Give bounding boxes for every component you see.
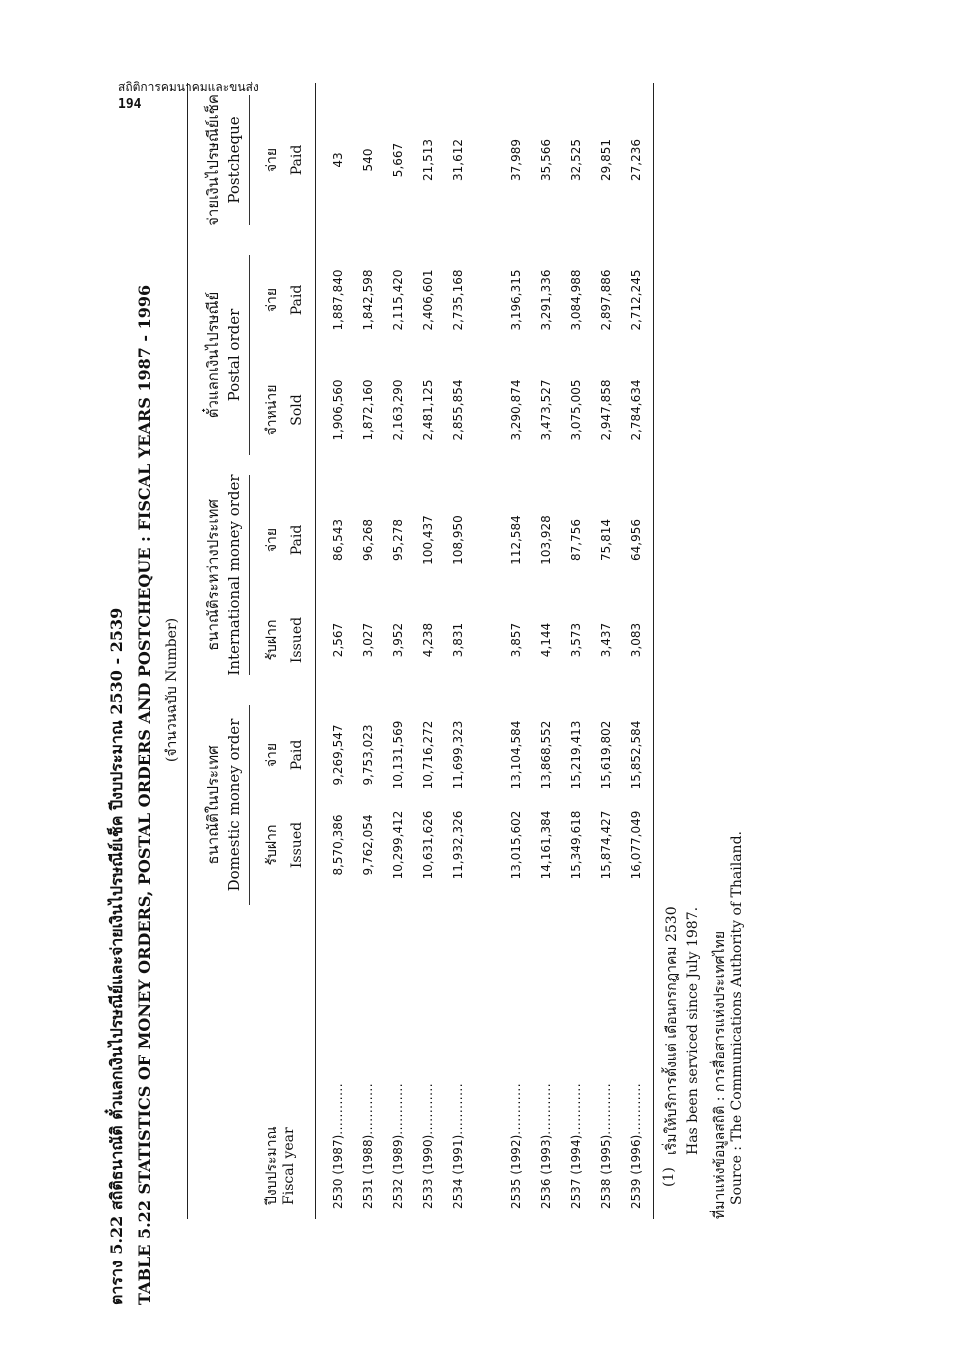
rotated-table-page: [105, 75, 745, 1305]
fiscal-year-label: 2537 (1994): [569, 1134, 583, 1209]
cell-pc-paid: 43: [331, 152, 345, 168]
cell-po-sold: 3,075,005: [569, 379, 583, 441]
fiscal-year-label: 2533 (1990): [421, 1134, 435, 1209]
fiscal-year-header-en: Fiscal year: [281, 1127, 297, 1205]
cell-int-issued: 4,238: [421, 622, 435, 658]
cell-po-paid: 3,291,336: [539, 269, 553, 331]
cell-dom-issued: 8,570,386: [331, 814, 345, 876]
cell-po-paid: 3,084,988: [569, 269, 583, 331]
cell-int-paid: 95,278: [391, 519, 405, 561]
leader-dots: ............: [421, 1082, 435, 1135]
postcheque-rule: [249, 95, 250, 225]
cell-dom-issued: 10,631,626: [421, 810, 435, 880]
pc-paid-th: จ่าย: [264, 147, 280, 173]
fiscal-year-label: 2534 (1991): [451, 1134, 465, 1209]
fiscal-year-cell: [569, 1083, 583, 1209]
leader-dots: ............: [451, 1082, 465, 1135]
domestic-rule: [249, 705, 250, 905]
cell-int-issued: 3,952: [391, 622, 405, 658]
cell-po-sold: 1,872,160: [361, 379, 375, 441]
header-bottom-rule: [315, 83, 316, 1219]
cell-po-sold: 3,473,527: [539, 379, 553, 441]
leader-dots: ............: [599, 1082, 613, 1135]
group-international-th: ธนาณัติระหว่างประเทศ: [204, 499, 222, 651]
fiscal-year-label: 2535 (1992): [509, 1134, 523, 1209]
cell-dom-issued: 14,161,384: [539, 810, 553, 880]
group-international-en: International money order: [225, 474, 243, 676]
cell-int-issued: 3,831: [451, 622, 465, 658]
cell-int-issued: 2,567: [331, 622, 345, 658]
cell-int-paid: 112,584: [509, 515, 523, 565]
group-postal-en: Postal order: [225, 308, 243, 402]
footnote-english: Has been serviced since July 1987.: [685, 906, 701, 1155]
cell-po-paid: 2,406,601: [421, 269, 435, 331]
leader-dots: ............: [509, 1082, 523, 1135]
dom-paid-th: จ่าย: [264, 742, 280, 768]
cell-dom-paid: 13,104,584: [509, 720, 523, 790]
table-caption-thai: ตาราง 5.22 สถิติธนาณัติ ตั๋วแลกเงินไปรษณีย์และจ่ายเงินไปรษณีย์เช็ค ปีงบประมาณ 2530 - 2539: [107, 607, 126, 1305]
cell-pc-paid: 37,989: [509, 139, 523, 181]
international-rule: [249, 475, 250, 675]
footnote-marker: (1): [661, 1167, 677, 1187]
cell-int-issued: 3,437: [599, 622, 613, 658]
leader-dots: ............: [331, 1082, 345, 1135]
fiscal-year-label: 2538 (1995): [599, 1134, 613, 1209]
cell-int-issued: 3,573: [569, 622, 583, 658]
group-domestic-en: Domestic money order: [225, 718, 243, 892]
table-bottom-rule: [653, 83, 654, 1219]
fiscal-year-cell: [331, 1083, 345, 1209]
po-sold-en: Sold: [289, 394, 305, 426]
po-sold-th: จำหน่าย: [264, 384, 280, 436]
fiscal-year-cell: [599, 1083, 613, 1209]
po-paid-th: จ่าย: [264, 287, 280, 313]
fiscal-year-cell: [629, 1083, 643, 1209]
cell-pc-paid: 5,667: [391, 142, 405, 178]
cell-int-paid: 103,928: [539, 515, 553, 565]
cell-dom-paid: 10,716,272: [421, 720, 435, 790]
cell-po-sold: 2,855,854: [451, 379, 465, 441]
po-paid-en: Paid: [289, 284, 305, 316]
cell-po-paid: 2,712,245: [629, 269, 643, 331]
cell-dom-paid: 11,699,323: [451, 720, 465, 790]
group-postal-th: ตั๋วแลกเงินไปรษณีย์: [204, 291, 222, 419]
cell-dom-issued: 9,762,054: [361, 814, 375, 876]
source-thai: ที่มาแห่งข้อมูลสถิติ : การสื่อสารแห่งประเทศไทย: [712, 930, 728, 1219]
fiscal-year-label: 2531 (1988): [361, 1134, 375, 1209]
source-english: Source : The Communications Authority of Thailand.: [729, 831, 745, 1205]
cell-dom-issued: 15,349,618: [569, 810, 583, 880]
fiscal-year-cell: [361, 1083, 375, 1209]
cell-dom-paid: 15,619,802: [599, 720, 613, 790]
int-paid-en: Paid: [289, 524, 305, 556]
fiscal-year-cell: [539, 1083, 553, 1209]
cell-dom-paid: 15,852,584: [629, 720, 643, 790]
int-issued-en: Issued: [289, 616, 305, 664]
dom-issued-th: รับฝาก: [264, 824, 280, 866]
cell-dom-paid: 9,753,023: [361, 724, 375, 786]
fiscal-year-header-th: ปีงบประมาณ: [264, 1126, 280, 1205]
cell-po-paid: 1,842,598: [361, 269, 375, 331]
fiscal-year-label: 2532 (1989): [391, 1134, 405, 1209]
cell-po-paid: 3,196,315: [509, 269, 523, 331]
fiscal-year-label: 2530 (1987): [331, 1134, 345, 1209]
cell-po-paid: 2,115,420: [391, 269, 405, 331]
cell-pc-paid: 31,612: [451, 139, 465, 181]
pc-paid-en: Paid: [289, 144, 305, 176]
fiscal-year-cell: [451, 1083, 465, 1209]
group-postcheque-th: จ่ายเงินไปรษณีย์เช็ค: [204, 94, 222, 226]
dom-paid-en: Paid: [289, 739, 305, 771]
leader-dots: ............: [391, 1082, 405, 1135]
cell-int-paid: 100,437: [421, 515, 435, 565]
fiscal-year-label: 2539 (1996): [629, 1134, 643, 1209]
cell-dom-issued: 10,299,412: [391, 810, 405, 880]
fiscal-year-cell: [421, 1083, 435, 1209]
cell-dom-paid: 9,269,547: [331, 724, 345, 786]
group-postcheque-en: Postcheque: [225, 116, 243, 204]
cell-pc-paid: 27,236: [629, 139, 643, 181]
fiscal-year-cell: [509, 1083, 523, 1209]
cell-dom-issued: 15,874,427: [599, 810, 613, 880]
cell-po-paid: 1,887,840: [331, 269, 345, 331]
cell-po-sold: 3,290,874: [509, 379, 523, 441]
cell-dom-paid: 10,131,569: [391, 720, 405, 790]
cell-pc-paid: 21,513: [421, 139, 435, 181]
cell-po-sold: 2,481,125: [421, 379, 435, 441]
cell-int-paid: 96,268: [361, 519, 375, 561]
int-paid-th: จ่าย: [264, 527, 280, 553]
leader-dots: ............: [361, 1082, 375, 1135]
cell-int-paid: 86,543: [331, 519, 345, 561]
cell-int-issued: 3,027: [361, 622, 375, 658]
table-top-rule: [187, 83, 188, 1219]
leader-dots: ............: [539, 1082, 553, 1135]
cell-po-sold: 2,163,290: [391, 379, 405, 441]
fiscal-year-label: 2536 (1993): [539, 1134, 553, 1209]
cell-po-paid: 2,897,886: [599, 269, 613, 331]
cell-int-paid: 108,950: [451, 515, 465, 565]
cell-dom-issued: 16,077,049: [629, 810, 643, 880]
cell-dom-paid: 13,868,552: [539, 720, 553, 790]
page-number: 194: [118, 97, 142, 112]
cell-int-paid: 75,814: [599, 519, 613, 561]
cell-int-issued: 4,144: [539, 622, 553, 658]
cell-po-paid: 2,735,168: [451, 269, 465, 331]
cell-pc-paid: 29,851: [599, 139, 613, 181]
cell-po-sold: 2,947,858: [599, 379, 613, 441]
fiscal-year-cell: [391, 1083, 405, 1209]
int-issued-th: รับฝาก: [264, 619, 280, 661]
cell-int-issued: 3,083: [629, 622, 643, 658]
table-unit: (จำนวนฉบับ Number): [164, 617, 180, 763]
leader-dots: ............: [569, 1082, 583, 1135]
cell-int-paid: 87,756: [569, 519, 583, 561]
cell-pc-paid: 35,566: [539, 139, 553, 181]
cell-dom-issued: 13,015,602: [509, 810, 523, 880]
footnote-thai: เริ่มให้บริการตั้งแต่ เดือนกรกฎาคม 2530: [664, 906, 680, 1155]
cell-dom-issued: 11,932,326: [451, 810, 465, 880]
group-domestic-th: ธนาณัติในประเทศ: [204, 745, 222, 865]
table-caption-english: TABLE 5.22 STATISTICS OF MONEY ORDERS, POSTAL ORDERS AND POSTCHEQUE : FISCAL YEARS 1987 - 1996: [135, 284, 154, 1305]
cell-pc-paid: 540: [361, 148, 375, 172]
cell-dom-paid: 15,219,413: [569, 720, 583, 790]
cell-int-paid: 64,956: [629, 519, 643, 561]
cell-po-sold: 2,784,634: [629, 379, 643, 441]
cell-pc-paid: 32,525: [569, 139, 583, 181]
cell-po-sold: 1,906,560: [331, 379, 345, 441]
publication-title: สถิติการคมนาคมและขนส่ง: [118, 80, 259, 94]
postal-rule: [249, 255, 250, 455]
leader-dots: ............: [629, 1082, 643, 1135]
dom-issued-en: Issued: [289, 821, 305, 869]
cell-int-issued: 3,857: [509, 622, 523, 658]
